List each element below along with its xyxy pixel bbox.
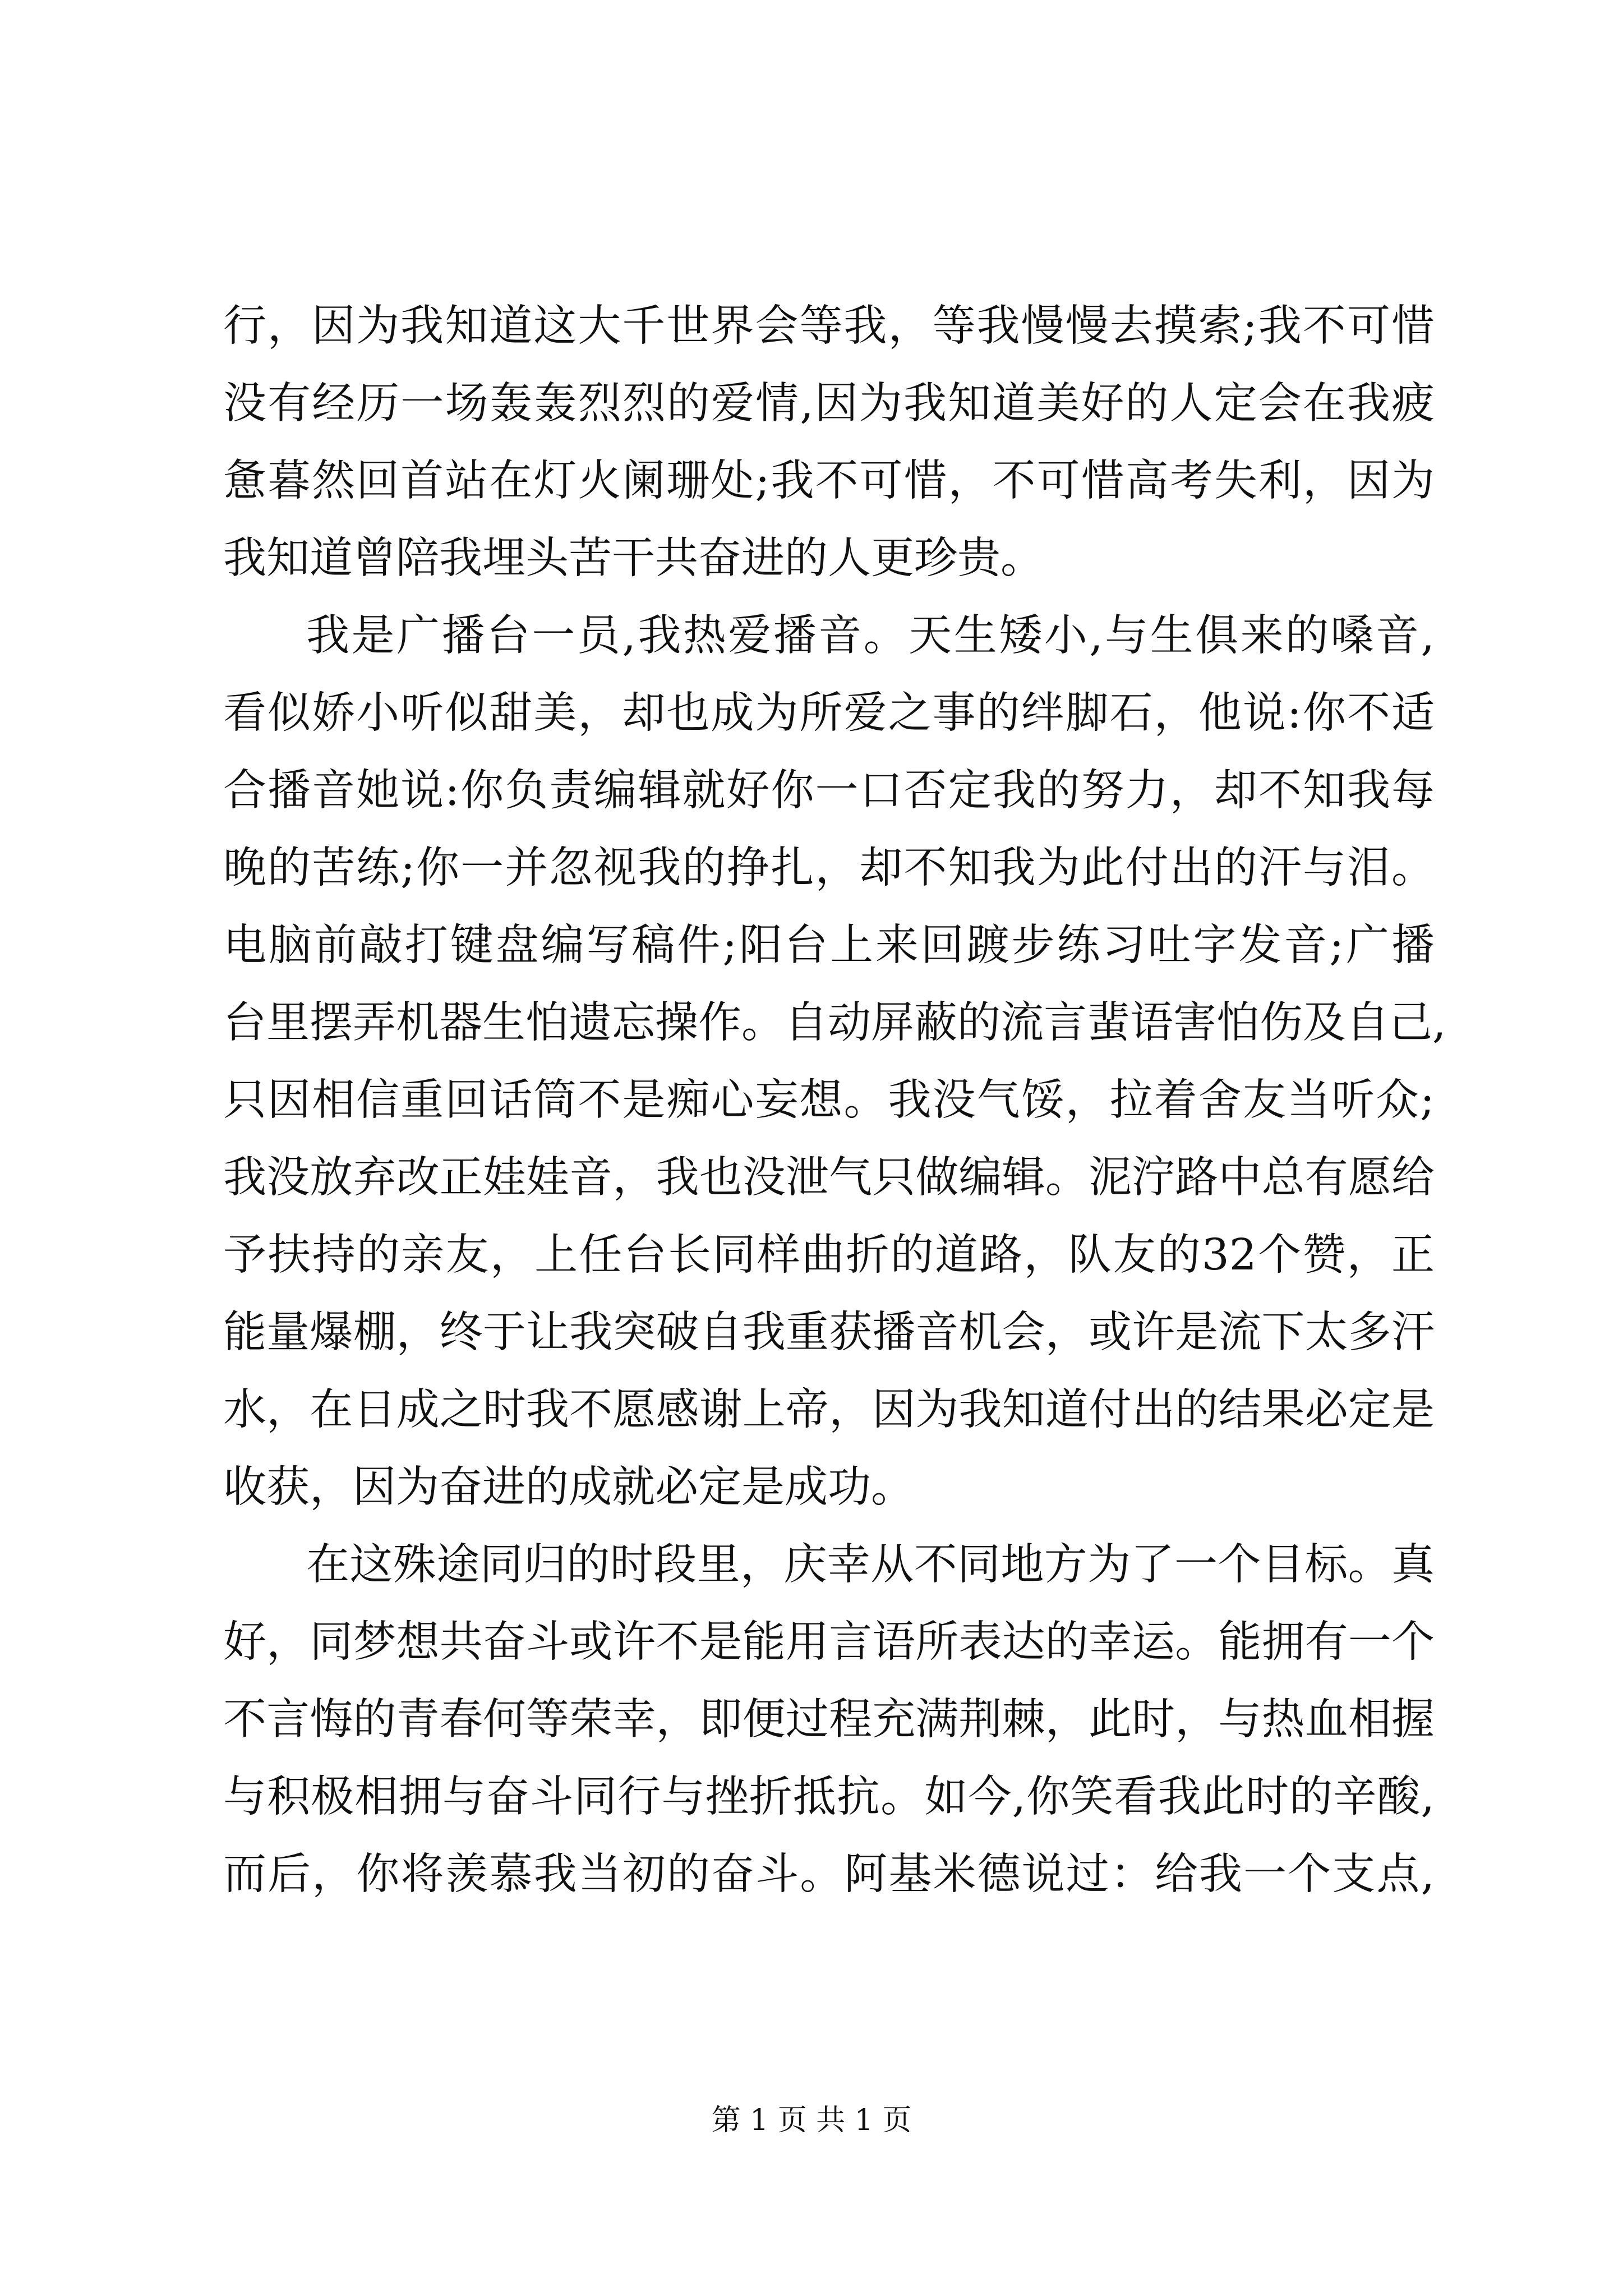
page-footer: 第 1 页 共 1 页: [711, 2104, 912, 2137]
text-line-16: 收获，因为奋进的成就必定是成功。: [223, 1462, 914, 1512]
text-line-15: 水，在日成之时我不愿感谢上帝，因为我知道付出的结果必定是: [223, 1385, 1435, 1435]
text-line-6: 看似娇小听似甜美，却也成为所爱之事的绊脚石，他说:你不适: [223, 688, 1435, 738]
text-line-5: 我是广播台一员,我热爱播音。天生矮小,与生俱来的嗓音,: [306, 611, 1435, 661]
text-line-18: 好，同梦想共奋斗或许不是能用言语所表达的幸运。能拥有一个: [223, 1617, 1435, 1667]
text-line-3: 惫暮然回首站在灯火阑珊处;我不可惜，不可惜高考失利，因为: [223, 456, 1435, 506]
text-line-14: 能量爆棚，终于让我突破自我重获播音机会，或许是流下太多汗: [223, 1308, 1435, 1358]
text-line-19: 不言悔的青春何等荣幸，即便过程充满荆棘，此时，与热血相握: [223, 1695, 1435, 1745]
text-line-11: 只因相信重回话筒不是痴心妄想。我没气馁，拉着舍友当听众;: [223, 1075, 1435, 1125]
text-line-12: 我没放弃改正娃娃音，我也没泄气只做编辑。泥泞路中总有愿给: [223, 1153, 1435, 1203]
text-line-21: 而后，你将羡慕我当初的奋斗。阿基米德说过：给我一个支点,: [223, 1849, 1435, 1899]
text-line-20: 与积极相拥与奋斗同行与挫折抵抗。如今,你笑看我此时的辛酸,: [223, 1772, 1435, 1822]
text-line-4: 我知道曾陪我埋头苦干共奋进的人更珍贵。: [223, 533, 1044, 583]
text-line-9: 电脑前敲打键盘编写稿件;阳台上来回踱步练习吐字发音;广播: [223, 921, 1435, 970]
text-line-17: 在这殊途同归的时段里，庆幸从不同地方为了一个目标。真: [306, 1540, 1435, 1590]
text-line-7: 合播音她说:你负责编辑就好你一口否定我的努力，却不知我每: [223, 766, 1435, 816]
text-line-8: 晚的苦练;你一并忽视我的挣扎，却不知我为此付出的汗与泪。: [223, 843, 1435, 893]
text-line-2: 没有经历一场轰轰烈烈的爱情,因为我知道美好的人定会在我疲: [223, 379, 1435, 429]
text-line-13: 予扶持的亲友，上任台长同样曲折的道路，队友的32个赞，正: [223, 1230, 1435, 1280]
text-line-1: 行，因为我知道这大千世界会等我，等我慢慢去摸索;我不可惜: [223, 301, 1435, 351]
text-line-10: 台里摆弄机器生怕遗忘操作。自动屏蔽的流言蜚语害怕伤及自己,: [223, 998, 1446, 1048]
